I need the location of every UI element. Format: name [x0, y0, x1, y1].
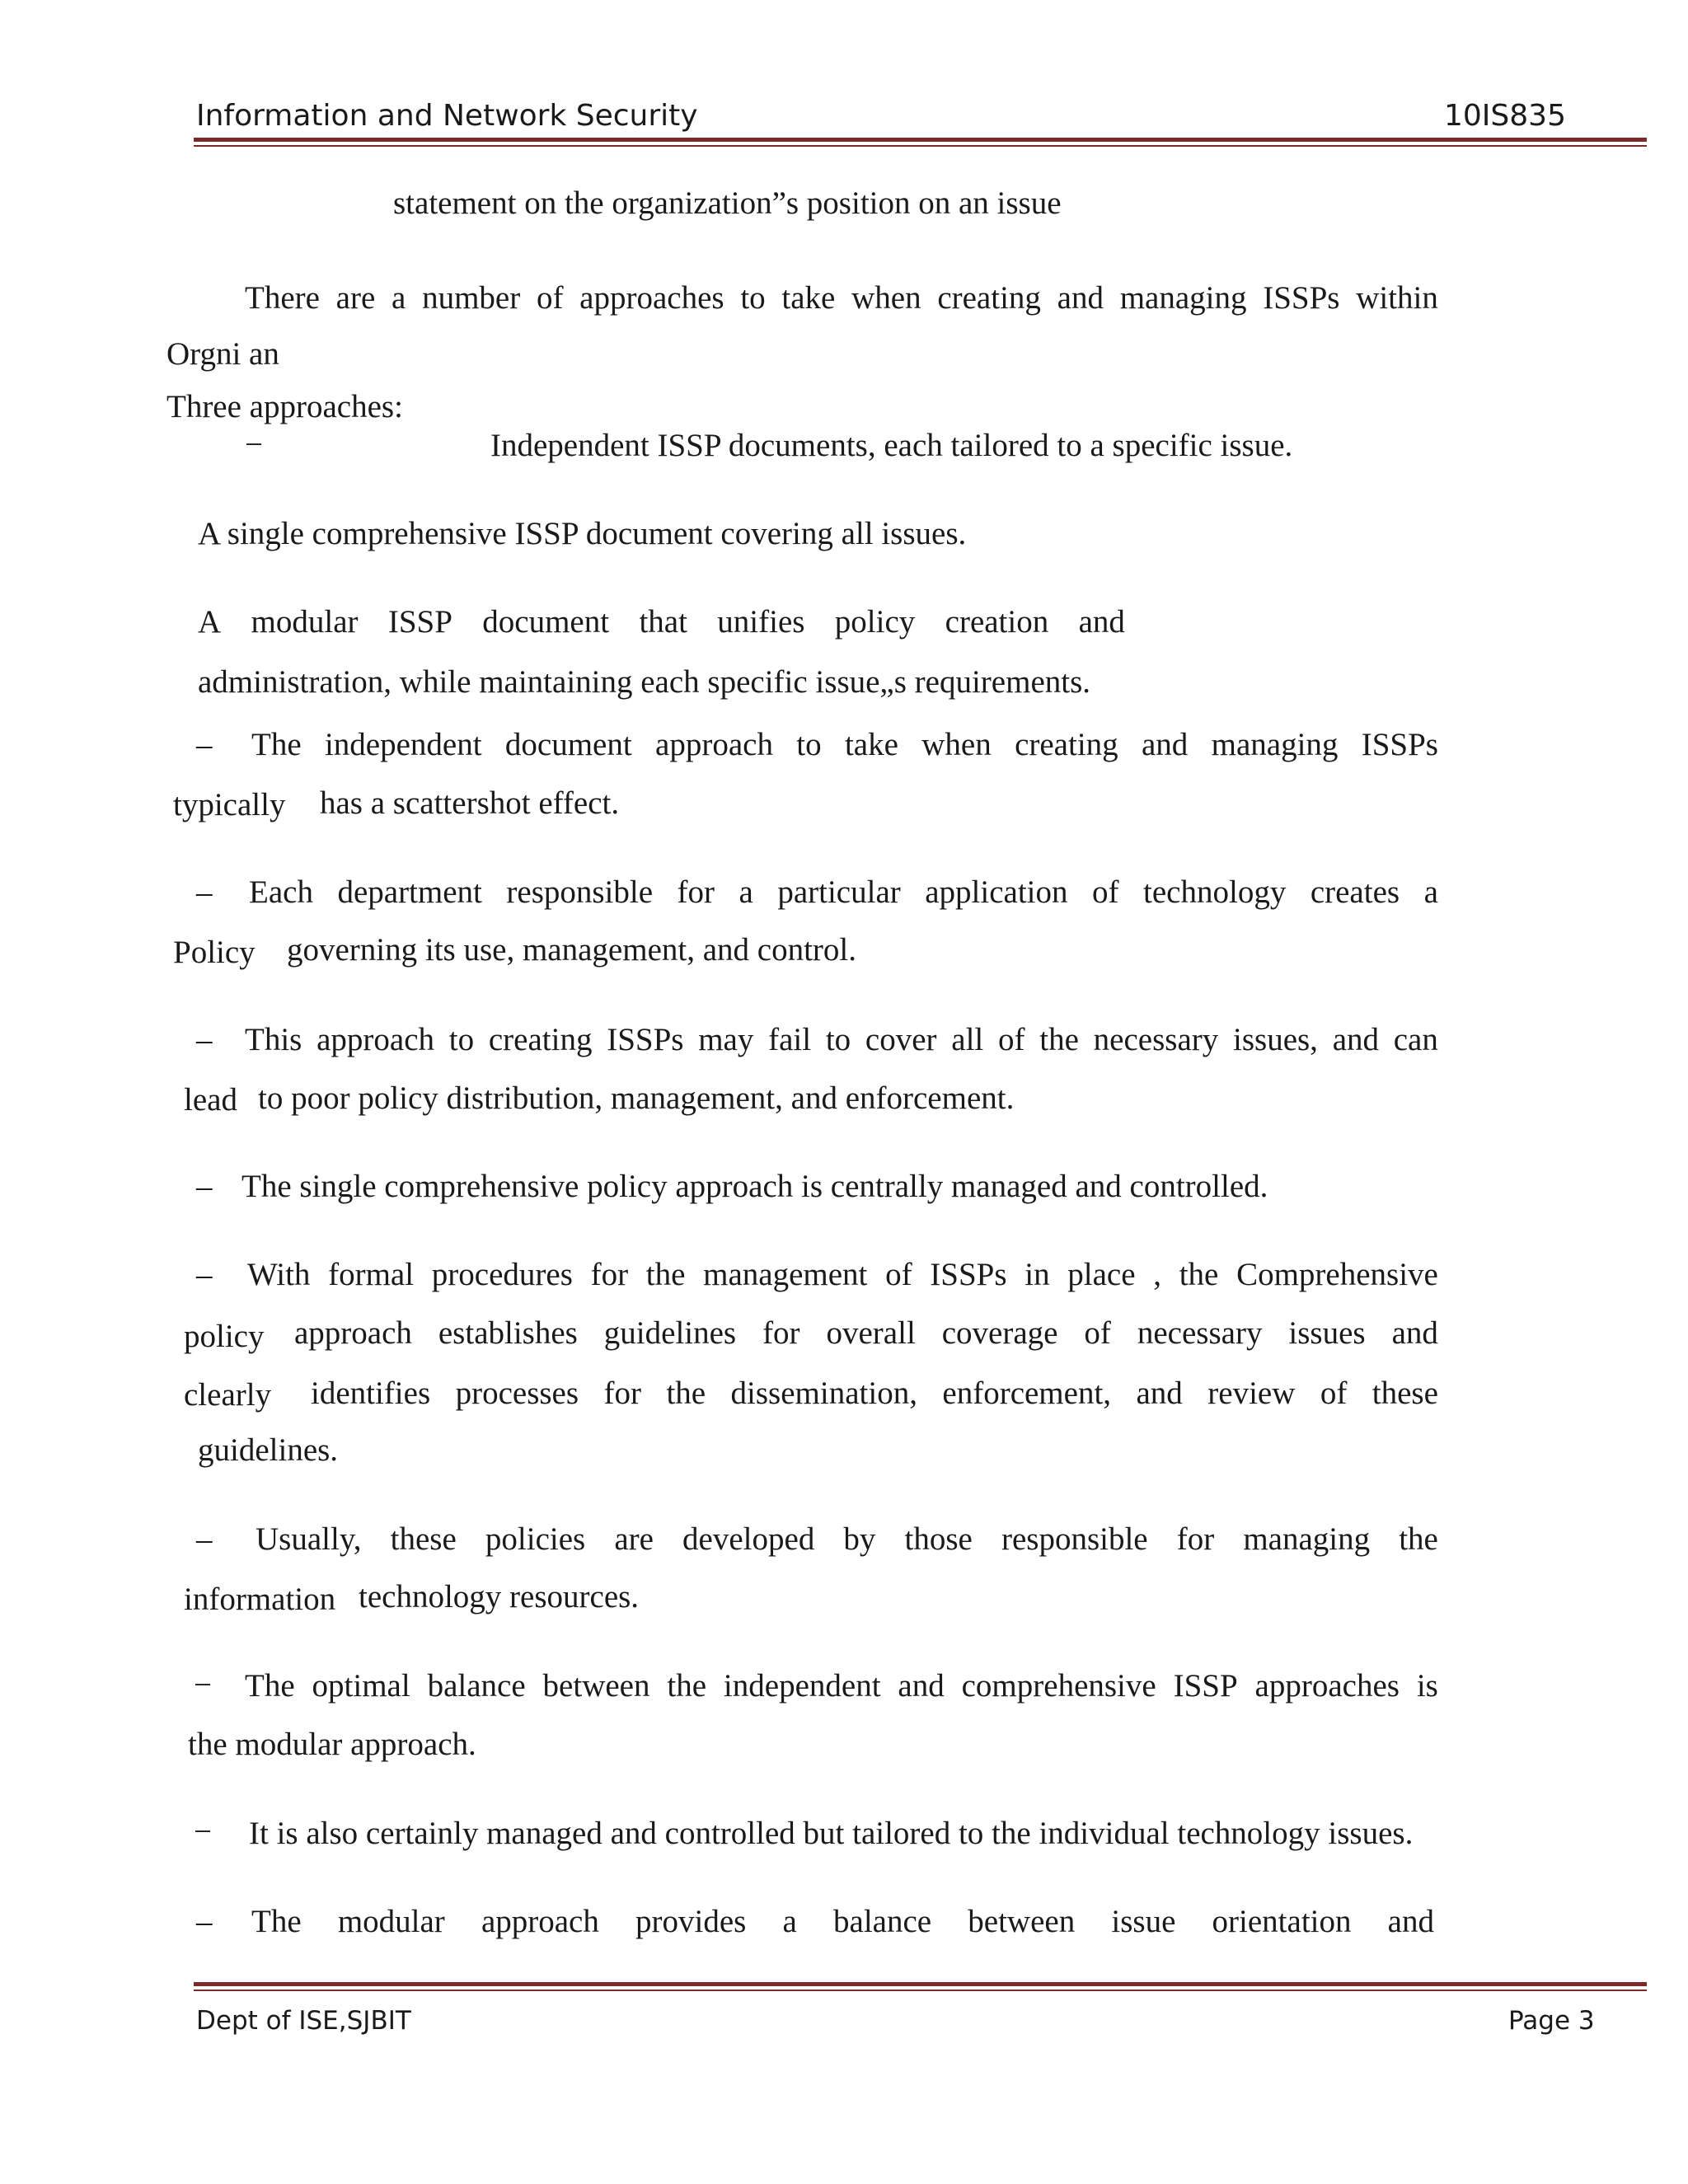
word: and	[898, 1668, 945, 1704]
dash-20: –	[196, 1521, 213, 1557]
word: and	[1078, 604, 1125, 640]
word: to	[740, 280, 766, 316]
word: approach	[655, 727, 773, 762]
word: approaches	[1254, 1668, 1400, 1704]
word: particular	[777, 874, 901, 910]
word: managing	[1211, 727, 1339, 762]
line-16	[247, 1258, 1438, 1291]
word: policies	[485, 1521, 586, 1557]
word: a	[392, 280, 406, 316]
dash-24: −	[194, 1814, 212, 1849]
word: dissemination,	[730, 1376, 917, 1411]
line-24: It is also certainly managed and controlled but tailored to the individual technology issues.	[249, 1816, 1414, 1851]
word: cover	[865, 1022, 937, 1057]
word: place	[1067, 1257, 1136, 1292]
word: ISSPs	[930, 1257, 1007, 1292]
header-rule-thin	[194, 145, 1647, 147]
word: issues	[1288, 1315, 1366, 1351]
word: between	[968, 1904, 1076, 1939]
word: orientation	[1212, 1904, 1352, 1939]
word: are	[335, 280, 376, 316]
word: the	[1039, 1022, 1079, 1057]
word: policy	[834, 604, 916, 640]
word: and	[1136, 1376, 1183, 1411]
header-rule-thick	[194, 138, 1647, 142]
line-4: Three approaches:	[166, 389, 403, 424]
word: application	[925, 874, 1068, 910]
word: document	[482, 604, 610, 640]
dash-9: –	[196, 727, 213, 762]
dash-22: −	[194, 1667, 212, 1703]
word: Comprehensive	[1236, 1257, 1438, 1292]
word: The	[251, 1904, 302, 1939]
word: for	[762, 1315, 800, 1351]
word: of	[885, 1257, 912, 1292]
word: and	[1057, 280, 1104, 316]
word: a	[1423, 874, 1438, 910]
word: creating	[488, 1022, 593, 1057]
word: creating	[937, 280, 1041, 316]
word: developed	[682, 1521, 815, 1557]
line-21a: information	[184, 1582, 336, 1617]
word: of	[1084, 1315, 1111, 1351]
line-12b: governing its use, management, and control.	[287, 932, 856, 968]
word: all	[951, 1022, 984, 1057]
line-18	[311, 1377, 1438, 1409]
word: a	[782, 1904, 797, 1939]
line-8: administration, while maintaining each specific issue„s requirements.	[198, 664, 1091, 700]
word: and	[1387, 1904, 1434, 1939]
word: for	[590, 1257, 629, 1292]
line-11	[249, 876, 1438, 908]
word: optimal	[312, 1668, 410, 1704]
word: of	[536, 280, 564, 316]
word: within	[1356, 280, 1438, 316]
word: guidelines	[603, 1315, 737, 1351]
line-25	[251, 1905, 1434, 1938]
word: balance	[427, 1668, 526, 1704]
word: ISSPs	[1263, 280, 1340, 316]
word: modular	[251, 604, 359, 640]
word: these	[390, 1521, 457, 1557]
word: coverage	[941, 1315, 1058, 1351]
word: take	[844, 727, 898, 762]
word: and	[1391, 1315, 1438, 1351]
word: approaches	[579, 280, 724, 316]
word: ISSPs	[1361, 727, 1438, 762]
word: the	[666, 1376, 706, 1411]
word: necessary	[1137, 1315, 1263, 1351]
dash-15: –	[196, 1169, 213, 1204]
word: these	[1372, 1376, 1438, 1411]
line-12a: Policy	[173, 935, 256, 970]
word: is	[1416, 1668, 1438, 1704]
word: number	[422, 280, 521, 316]
word: and	[1141, 727, 1189, 762]
word: ,	[1153, 1257, 1161, 1292]
line-5: Independent ISSP documents, each tailored to a specific issue.	[490, 428, 1293, 463]
header-code: 10IS835	[1444, 99, 1566, 133]
word: ISSPs	[607, 1022, 684, 1057]
footer-page: Page 3	[1508, 2006, 1595, 2036]
word: Usually,	[256, 1521, 362, 1557]
word: of	[998, 1022, 1025, 1057]
line-20	[256, 1523, 1438, 1555]
word: This	[245, 1022, 302, 1057]
word: in	[1025, 1257, 1050, 1292]
word: when	[851, 280, 921, 316]
word: when	[921, 727, 992, 762]
word: The	[245, 1668, 295, 1704]
dash-5: −	[245, 427, 263, 462]
word: approach	[294, 1315, 412, 1351]
word: provides	[635, 1904, 747, 1939]
word: may	[698, 1022, 754, 1057]
line-7	[198, 606, 1125, 638]
word: issue	[1111, 1904, 1176, 1939]
word: establishes	[438, 1315, 578, 1351]
dash-16: –	[196, 1257, 213, 1292]
word: are	[614, 1521, 654, 1557]
word: a	[738, 874, 753, 910]
word: of	[1092, 874, 1119, 910]
word: managing	[1243, 1521, 1371, 1557]
word: approach	[316, 1022, 435, 1057]
line-17a: policy	[184, 1319, 265, 1354]
footer-rule-thin	[194, 1990, 1647, 1991]
word: can	[1393, 1022, 1438, 1057]
line-6: A single comprehensive ISSP document covering all issues.	[198, 516, 967, 551]
word: the	[667, 1668, 707, 1704]
word: The	[251, 727, 302, 762]
word: independent	[324, 727, 482, 762]
line-17	[294, 1317, 1438, 1349]
word: A	[198, 604, 222, 640]
word: to	[448, 1022, 475, 1057]
word: management	[703, 1257, 868, 1292]
word: that	[639, 604, 687, 640]
line-9	[251, 729, 1438, 761]
line-3: Orgni an	[166, 336, 279, 372]
word: take	[781, 280, 836, 316]
header-title: Information and Network Security	[196, 99, 698, 133]
footer-dept: Dept of ISE,SJBIT	[196, 2006, 411, 2036]
word: approach	[481, 1904, 599, 1939]
footer-rule-thick	[194, 1982, 1647, 1986]
word: issues,	[1233, 1022, 1318, 1057]
word: Each	[249, 874, 313, 910]
line-10b: has a scattershot effect.	[320, 785, 620, 821]
word: independent	[723, 1668, 881, 1704]
word: unifies	[717, 604, 805, 640]
word: department	[337, 874, 482, 910]
word: comprehensive	[961, 1668, 1156, 1704]
line-13	[245, 1024, 1438, 1056]
line-21b: technology resources.	[359, 1579, 640, 1615]
line-14a: lead	[184, 1082, 237, 1118]
word: responsible	[1001, 1521, 1148, 1557]
word: There	[245, 280, 320, 316]
word: procedures	[431, 1257, 573, 1292]
word: balance	[833, 1904, 932, 1939]
word: processes	[455, 1376, 579, 1411]
line-22	[245, 1670, 1438, 1702]
word: necessary	[1093, 1022, 1219, 1057]
word: the	[1179, 1257, 1219, 1292]
word: creating	[1015, 727, 1118, 762]
line-23: the modular approach.	[188, 1727, 476, 1762]
word: and	[1332, 1022, 1379, 1057]
line-2	[245, 282, 1438, 314]
line-14b: to poor policy distribution, management, and enforcement.	[258, 1080, 1015, 1116]
word: technology	[1143, 874, 1287, 910]
line-1: statement on the organization”s position on an issue	[393, 185, 1062, 221]
word: responsible	[506, 874, 654, 910]
word: between	[542, 1668, 650, 1704]
word: formal	[328, 1257, 415, 1292]
line-10a: typically	[173, 787, 286, 823]
word: managing	[1119, 280, 1247, 316]
word: review	[1207, 1376, 1296, 1411]
word: ISSP	[387, 604, 452, 640]
word: the	[1399, 1521, 1438, 1557]
word: enforcement,	[942, 1376, 1112, 1411]
word: modular	[337, 1904, 445, 1939]
word: With	[247, 1257, 311, 1292]
word: for	[677, 874, 715, 910]
word: to	[825, 1022, 851, 1057]
word: to	[796, 727, 822, 762]
word: identifies	[311, 1376, 431, 1411]
word: those	[904, 1521, 973, 1557]
dash-11: –	[196, 874, 213, 910]
word: ISSP	[1173, 1668, 1238, 1704]
word: by	[843, 1521, 876, 1557]
word: for	[603, 1376, 641, 1411]
dash-13: –	[196, 1022, 213, 1057]
word: fail	[768, 1022, 812, 1057]
word: the	[645, 1257, 686, 1292]
line-18a: clearly	[184, 1377, 272, 1413]
dash-25: –	[196, 1904, 213, 1939]
word: document	[504, 727, 632, 762]
word: creates	[1310, 874, 1400, 910]
line-15: The single comprehensive policy approach is centrally managed and controlled.	[241, 1169, 1268, 1204]
word: for	[1176, 1521, 1215, 1557]
word: overall	[826, 1315, 916, 1351]
word: of	[1320, 1376, 1348, 1411]
word: creation	[945, 604, 1049, 640]
line-19: guidelines.	[198, 1432, 339, 1468]
